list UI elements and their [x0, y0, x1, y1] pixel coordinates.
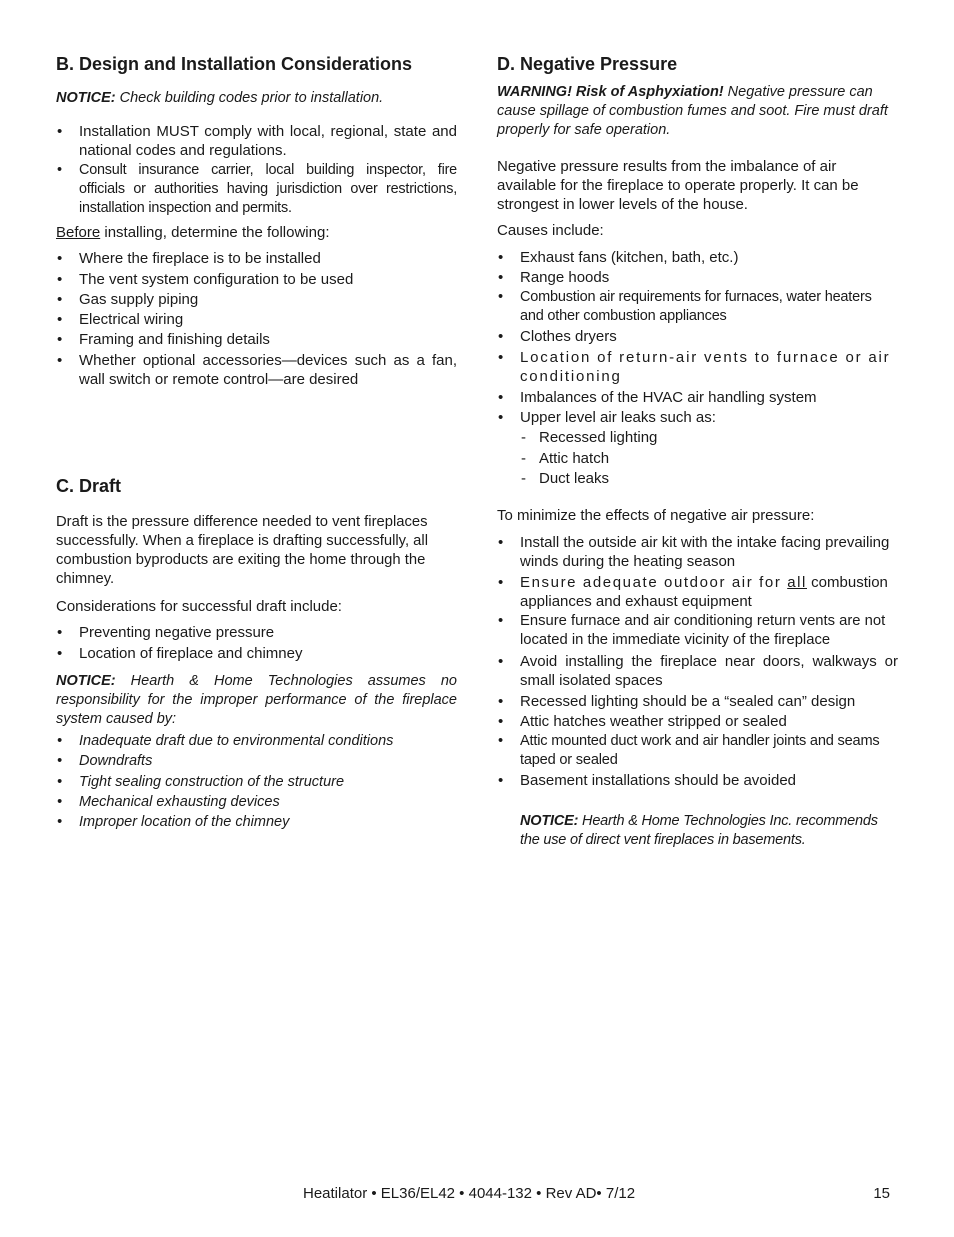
list-item: • Avoid installing the fireplace near doors, walkways or small isolated spaces	[497, 652, 898, 690]
code-requirements-list	[56, 122, 457, 218]
air-leaks-list	[520, 428, 898, 488]
warning-label: WARNING! Risk of Asphyxiation!	[497, 84, 724, 100]
section-b-notice	[56, 89, 457, 108]
warning-text: Negative pressure can cause spillage of combustion fumes and soot. Fire must draft properly for safe operation.	[497, 84, 888, 138]
basement-notice	[520, 812, 898, 850]
list-item: - Attic hatch	[520, 449, 898, 468]
list-item: • Mechanical exhausting devices	[56, 793, 457, 812]
notice-text: Hearth & Home Technologies assumes no responsibility for the improper performance of the fireplace system caused by:	[56, 673, 457, 727]
list-item	[497, 573, 898, 611]
list-item: • Tight sealing construction of the structure	[56, 773, 457, 792]
list-item: • Range hoods	[497, 268, 898, 287]
ensure-post: combustion appliances and exhaust equipment	[520, 574, 888, 610]
considerations-list	[56, 623, 457, 663]
notice-items-list	[56, 732, 457, 832]
before-installing-intro	[56, 223, 457, 242]
list-item: • Ensure furnace and air conditioning return vents are not located in the immediate vicinity of the fireplace	[497, 612, 898, 650]
section-b-heading: B. Design and Installation Considerations	[56, 54, 413, 74]
notice-label: NOTICE:	[56, 673, 116, 689]
list-item: • Where the fireplace is to be installed	[56, 249, 457, 268]
determine-list	[56, 249, 457, 389]
list-item: • Attic hatches weather stripped or sealed	[497, 712, 898, 731]
list-item: - Duct leaks	[520, 469, 898, 488]
ensure-pre: Ensure adequate outdoor air for	[520, 574, 788, 591]
list-item: • Upper level air leaks such as:	[497, 408, 898, 427]
section-d-heading: D. Negative Pressure	[497, 54, 678, 74]
list-item: • Location of fireplace and chimney	[56, 644, 457, 663]
notice-text: Check building codes prior to installation.	[115, 90, 384, 106]
notice-label: NOTICE:	[56, 90, 116, 106]
notice-label: NOTICE:	[520, 813, 579, 829]
list-item: • Inadequate draft due to environmental conditions	[56, 732, 457, 751]
draft-intro: Draft is the pressure difference needed to vent fireplaces successfully. When a fireplace is drafting successfully, all combustion byproducts are exiting the home through the chimney.	[56, 514, 428, 587]
list-item: • Location of return-air vents to furnace or air conditioning	[497, 348, 898, 386]
notice-text: Hearth & Home Technologies Inc. recommends the use of direct vent fireplaces in basements.	[520, 813, 878, 848]
footer-doc-info: Heatilator • EL36/EL42 • 4044-132 • Rev AD• 7/12	[303, 1185, 636, 1202]
list-item: • Installation MUST comply with local, regional, state and national codes and regulations.	[56, 122, 457, 160]
list-item: • Consult insurance carrier, local building inspector, fire officials or authorities having jurisdiction over restrictions, installation inspection and permits.	[56, 161, 457, 218]
causes-list	[497, 248, 898, 427]
list-item: • Improper location of the chimney	[56, 813, 457, 832]
list-item: • Gas supply piping	[56, 290, 457, 309]
list-item: • Combustion air requirements for furnaces, water heaters and other combustion appliances	[497, 288, 898, 326]
list-item: • Recessed lighting should be a “sealed can” design	[497, 692, 898, 711]
section-c-heading: C. Draft	[56, 476, 122, 496]
considerations-intro: Considerations for successful draft include:	[56, 598, 342, 615]
list-item: • Imbalances of the HVAC air handling system	[497, 388, 898, 407]
list-item: • Downdrafts	[56, 752, 457, 771]
negative-pressure-intro: Negative pressure results from the imbalance of air available for the fireplace to operate properly. It can be strongest in lower levels of the house.	[497, 158, 859, 213]
list-item: • The vent system configuration to be used	[56, 270, 457, 289]
minimize-intro: To minimize the effects of negative air pressure:	[497, 507, 815, 524]
list-item: • Electrical wiring	[56, 310, 457, 329]
section-c-notice	[56, 672, 457, 729]
ensure-all: all	[787, 574, 807, 591]
page-number: 15	[873, 1185, 890, 1202]
left-column	[56, 51, 457, 832]
right-column	[497, 51, 898, 850]
minimize-list	[497, 533, 898, 790]
before-rest: installing, determine the following:	[100, 224, 330, 241]
list-item: • Install the outside air kit with the intake facing prevailing winds during the heating season	[497, 533, 898, 571]
asphyxiation-warning	[497, 83, 898, 140]
list-item: • Whether optional accessories—devices such as a fan, wall switch or remote control—are desired	[56, 351, 457, 389]
list-item: - Recessed lighting	[520, 428, 898, 447]
list-item: • Exhaust fans (kitchen, bath, etc.)	[497, 248, 898, 267]
list-item: • Framing and finishing details	[56, 330, 457, 349]
list-item: • Clothes dryers	[497, 327, 898, 346]
list-item: • Attic mounted duct work and air handler joints and seams taped or sealed	[497, 732, 898, 770]
list-item: • Preventing negative pressure	[56, 623, 457, 642]
before-word: Before	[56, 224, 101, 241]
causes-intro: Causes include:	[497, 222, 604, 239]
list-item: • Basement installations should be avoided	[497, 771, 898, 790]
